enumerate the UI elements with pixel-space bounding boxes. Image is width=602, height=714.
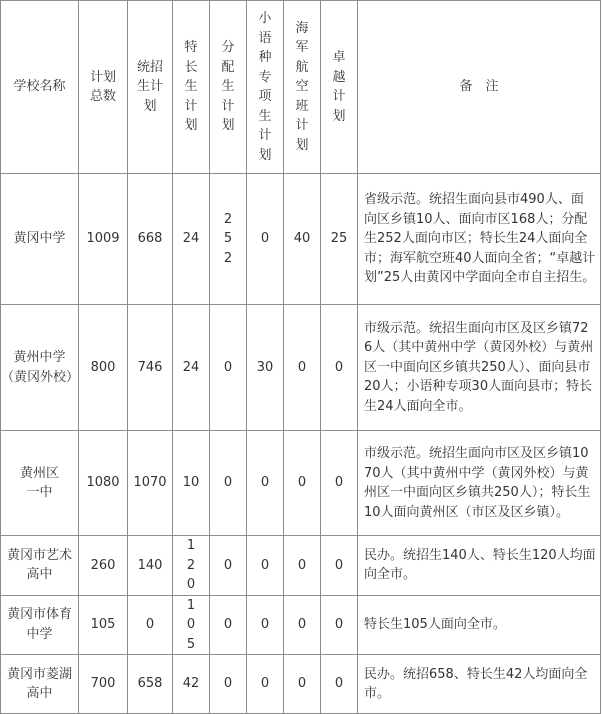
- cell-allocation: 0: [210, 655, 247, 714]
- cell-school: 黄冈中学: [1, 174, 79, 305]
- header-row: [1, 1, 601, 174]
- cell-minor-language: 0: [247, 655, 284, 714]
- cell-unified: 140: [128, 536, 173, 596]
- header-minor-language: 小语种专项生计划: [247, 1, 284, 174]
- cell-school: 黄冈市艺术高中: [1, 536, 79, 596]
- table-row: [1, 595, 601, 655]
- cell-special: 42: [173, 655, 210, 714]
- cell-remark: 省级示范。统招生面向县市490人、面向区乡镇10人、面向市区168人；分配生252人面向市区；特长生24人面向全市；海军航空班40人面向全省；“卓越计划”25人由黄冈中学面向全市自主招生。: [358, 174, 601, 305]
- table-row: [1, 655, 601, 714]
- table-row: [1, 174, 601, 305]
- table-row: [1, 536, 601, 596]
- header-navy: 海军航空班计划: [284, 1, 321, 174]
- header-school: 学校名称: [1, 1, 79, 174]
- cell-special: 10: [173, 431, 210, 536]
- cell-minor-language: 30: [247, 305, 284, 431]
- cell-minor-language: 0: [247, 595, 284, 655]
- cell-excellence: 0: [321, 305, 358, 431]
- cell-remark: 特长生105人面向全市。: [358, 595, 601, 655]
- cell-navy: 40: [284, 174, 321, 305]
- cell-remark: 民办。统招658、特长生42人均面向全市。: [358, 655, 601, 714]
- cell-navy: 0: [284, 305, 321, 431]
- cell-special: 120: [173, 536, 210, 596]
- cell-excellence: 25: [321, 174, 358, 305]
- cell-remark: 市级示范。统招生面向市区及区乡镇1070人（其中黄州中学（黄冈外校）与黄州区一中面向区乡镇共250人）；特长生10人面向黄州区（市区及区乡镇）。: [358, 431, 601, 536]
- cell-unified: 0: [128, 595, 173, 655]
- cell-navy: 0: [284, 655, 321, 714]
- cell-minor-language: 0: [247, 536, 284, 596]
- cell-total: 700: [79, 655, 128, 714]
- cell-excellence: 0: [321, 431, 358, 536]
- header-special: 特长生计划: [173, 1, 210, 174]
- cell-allocation: 0: [210, 431, 247, 536]
- cell-unified: 668: [128, 174, 173, 305]
- cell-total: 1080: [79, 431, 128, 536]
- header-remark: 备 注: [358, 1, 601, 174]
- cell-minor-language: 0: [247, 431, 284, 536]
- cell-remark: 民办。统招生140人、特长生120人均面向全市。: [358, 536, 601, 596]
- cell-special: 24: [173, 305, 210, 431]
- header-allocation: 分配生计划: [210, 1, 247, 174]
- cell-minor-language: 0: [247, 174, 284, 305]
- cell-school: 黄冈市菱湖高中: [1, 655, 79, 714]
- cell-excellence: 0: [321, 655, 358, 714]
- cell-special: 24: [173, 174, 210, 305]
- cell-allocation: 0: [210, 536, 247, 596]
- cell-total: 1009: [79, 174, 128, 305]
- cell-school: 黄州中学（黄冈外校）: [1, 305, 79, 431]
- cell-allocation: 0: [210, 305, 247, 431]
- cell-allocation: 252: [210, 174, 247, 305]
- cell-navy: 0: [284, 595, 321, 655]
- table-row: [1, 431, 601, 536]
- table-row: [1, 305, 601, 431]
- cell-school: 黄冈市体育中学: [1, 595, 79, 655]
- cell-total: 800: [79, 305, 128, 431]
- cell-remark: 市级示范。统招生面向市区及区乡镇726人（其中黄州中学（黄冈外校）与黄州区一中面向区乡镇共250人）、面向县市20人；小语种专项30人面向县市；特长生24人面向全市。: [358, 305, 601, 431]
- cell-school: 黄州区一中: [1, 431, 79, 536]
- header-excellence: 卓越计划: [321, 1, 358, 174]
- cell-excellence: 0: [321, 536, 358, 596]
- cell-unified: 658: [128, 655, 173, 714]
- cell-navy: 0: [284, 536, 321, 596]
- header-unified: 统招生计划: [128, 1, 173, 174]
- cell-unified: 746: [128, 305, 173, 431]
- cell-total: 260: [79, 536, 128, 596]
- cell-unified: 1070: [128, 431, 173, 536]
- cell-total: 105: [79, 595, 128, 655]
- header-total: 计划总数: [79, 1, 128, 174]
- cell-excellence: 0: [321, 595, 358, 655]
- cell-allocation: 0: [210, 595, 247, 655]
- cell-navy: 0: [284, 431, 321, 536]
- cell-special: 105: [173, 595, 210, 655]
